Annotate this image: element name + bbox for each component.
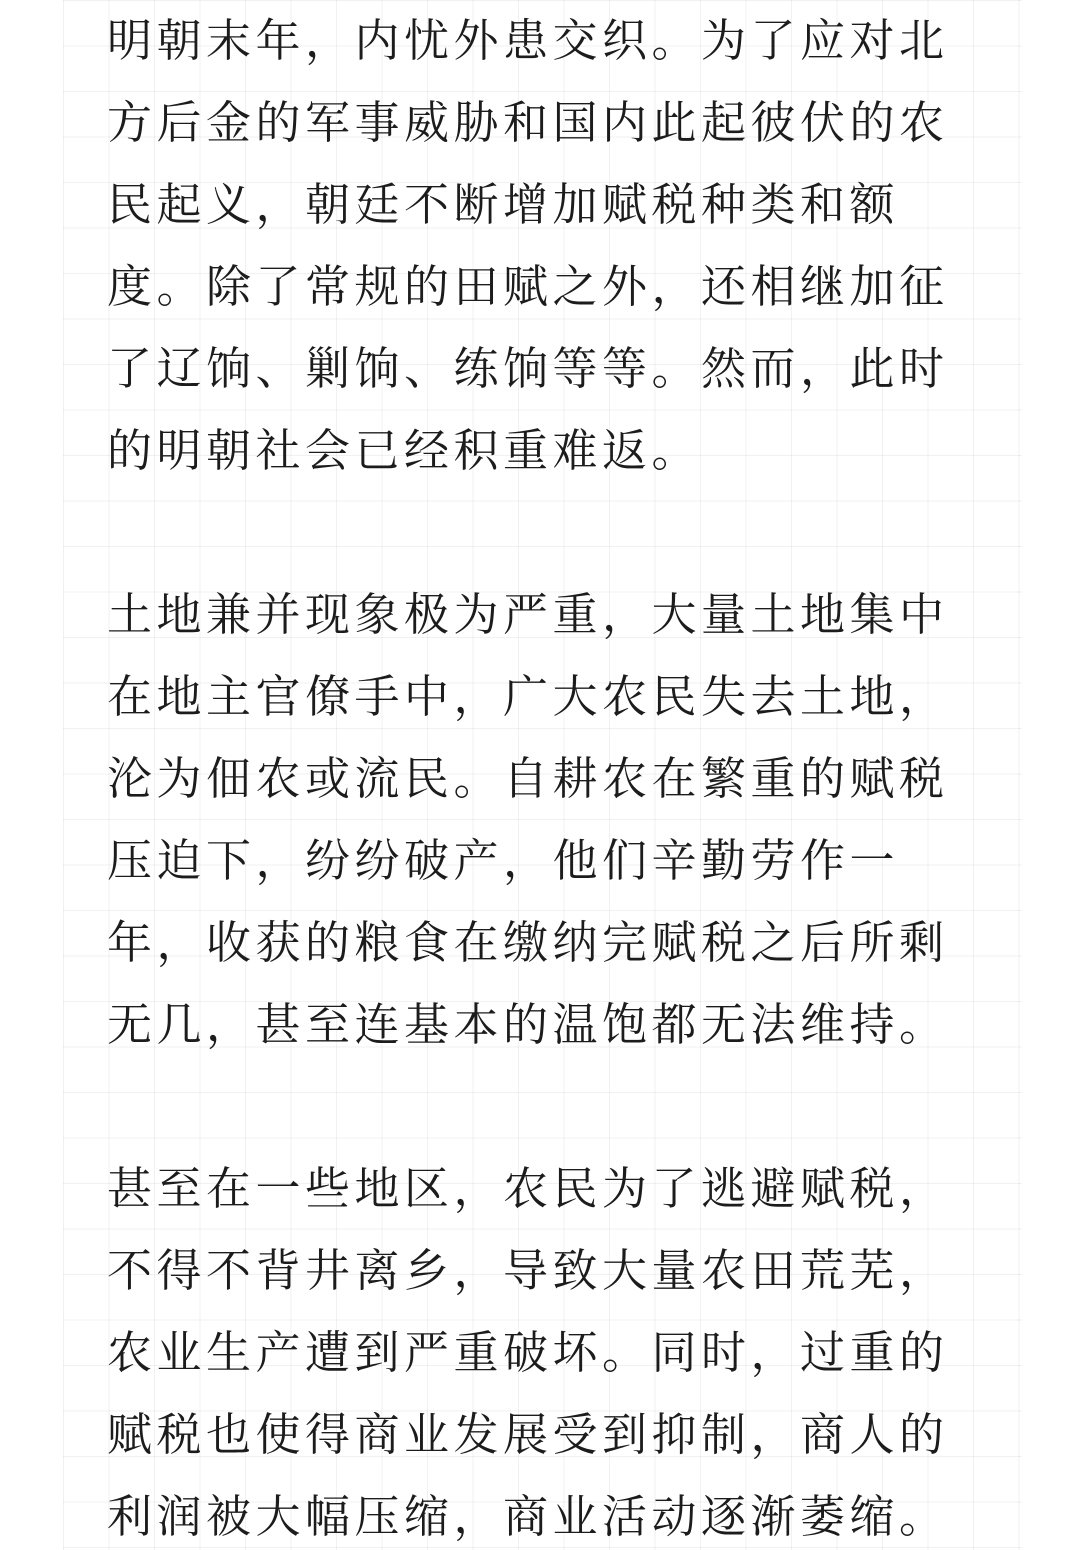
text-line: 了辽饷、剿饷、练饷等等。然而，此时 xyxy=(107,342,949,395)
text-line: 压迫下，纷纷破产，他们辛勤劳作一 xyxy=(107,834,900,887)
text-line: 民起义，朝廷不断增加赋税种类和额 xyxy=(107,178,900,231)
paragraph-3 xyxy=(107,1148,977,1550)
text-line: 无几，甚至连基本的温饱都无法维持。 xyxy=(107,998,949,1051)
text-line: 土地兼并现象极为严重，大量土地集中 xyxy=(107,588,949,641)
text-line: 的明朝社会已经积重难返。 xyxy=(107,424,702,477)
paragraph-2 xyxy=(107,574,977,1066)
text-line: 度。除了常规的田赋之外，还相继加征 xyxy=(107,260,949,313)
text-line: 方后金的军事威胁和国内此起彼伏的农 xyxy=(107,96,949,149)
page-margin-right xyxy=(1022,0,1080,1550)
article-body xyxy=(107,0,977,1550)
text-line: 在地主官僚手中，广大农民失去土地， xyxy=(107,670,949,723)
text-line: 赋税也使得商业发展受到抑制，商人的 xyxy=(107,1408,949,1461)
text-line: 农业生产遭到严重破坏。同时，过重的 xyxy=(107,1326,949,1379)
text-line: 沦为佃农或流民。自耕农在繁重的赋税 xyxy=(107,752,949,805)
text-line: 利润被大幅压缩，商业活动逐渐萎缩。 xyxy=(107,1490,949,1543)
page-margin-left xyxy=(0,0,63,1550)
text-line: 不得不背井离乡，导致大量农田荒芜， xyxy=(107,1244,949,1297)
paragraph-1 xyxy=(107,0,977,492)
text-line: 明朝末年，内忧外患交织。为了应对北 xyxy=(107,14,949,67)
text-line: 年，收获的粮食在缴纳完赋税之后所剩 xyxy=(107,916,949,969)
text-line: 甚至在一些地区，农民为了逃避赋税， xyxy=(107,1162,949,1215)
